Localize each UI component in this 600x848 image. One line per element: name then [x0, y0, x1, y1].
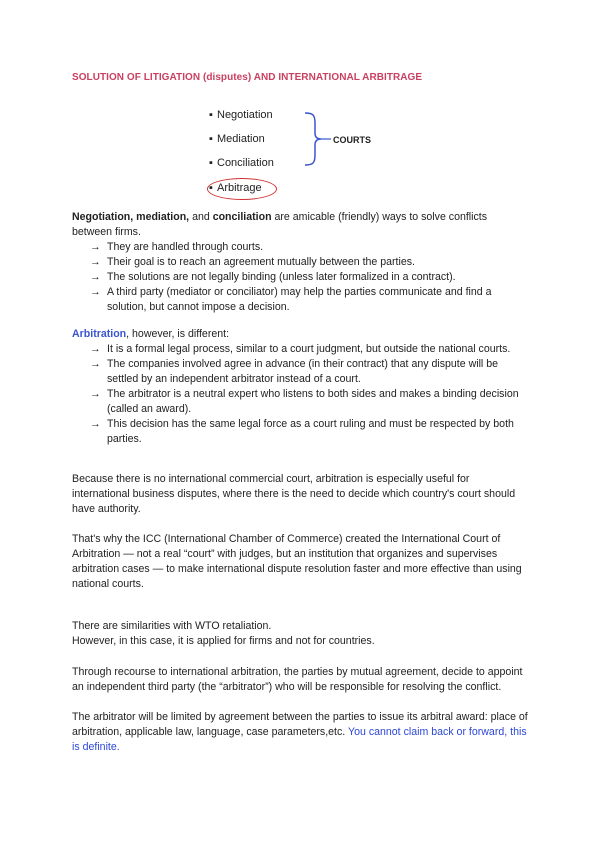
amicable-points-list: [90, 240, 530, 315]
square-bullet-icon: ▪: [209, 109, 213, 121]
wto-line-1: There are similarities with WTO retaliation.: [72, 620, 272, 632]
square-bullet-icon: ▪: [209, 182, 213, 194]
list-item-text: Their goal is to reach an agreement mutually between the parties.: [107, 256, 415, 268]
limited-text: The arbitrator will be limited by agreement between the parties to issue its arbitral award: place of arbitration, applicable law, language, case parameters,etc.: [72, 711, 528, 738]
list-item: [90, 357, 530, 387]
list-item-text: The arbitrator is a neutral expert who listens to both sides and makes a binding decision (called an award).: [107, 388, 519, 415]
list-item-text: A third party (mediator or conciliator) may help the parties communicate and find a solution, but cannot impose a decision.: [107, 286, 492, 313]
arrow-icon: →: [90, 271, 101, 283]
diagram-item-label: Arbitrage: [217, 182, 262, 194]
arrow-icon: →: [90, 286, 101, 298]
list-item: [90, 387, 530, 417]
intro-text-1: and: [189, 211, 213, 223]
arrow-icon: →: [90, 241, 101, 253]
diagram-item-negotiation: [209, 109, 273, 121]
intro-bold-2: conciliation: [212, 211, 272, 223]
curly-brace-icon: [303, 111, 333, 167]
arrow-icon: →: [90, 256, 101, 268]
intro-text-2: are amicable (friendly) ways to solve conflicts between firms.: [72, 211, 488, 238]
arbitrage-highlight-circle: [207, 178, 277, 200]
list-item: [90, 417, 530, 447]
diagram-item-label: Negotiation: [217, 109, 273, 121]
diagram-item-label: Mediation: [217, 133, 265, 145]
list-item: [90, 255, 530, 270]
arbitration-points-list: [90, 342, 530, 447]
list-item: [90, 240, 530, 255]
square-bullet-icon: ▪: [209, 157, 213, 169]
courts-label: COURTS: [333, 135, 371, 145]
dispute-methods-diagram: [205, 103, 405, 203]
list-item: [90, 270, 530, 285]
limited-paragraph: [72, 710, 528, 755]
arbitration-intro: [72, 327, 528, 342]
diagram-item-mediation: [209, 133, 265, 145]
page-title: SOLUTION OF LITIGATION (disputes) AND INTERNATIONAL ARBITRAGE: [72, 72, 423, 83]
list-item: [90, 285, 530, 315]
square-bullet-icon: ▪: [209, 133, 213, 145]
intro-bold-1: Negotiation, mediation,: [72, 211, 190, 223]
definite-note: You cannot claim back or forward, this is definite.: [72, 726, 527, 753]
wto-line-2: However, in this case, it is applied for firms and not for countries.: [72, 635, 375, 647]
arrow-icon: →: [90, 343, 101, 355]
arbitration-intro-text: , however, is different:: [126, 328, 230, 340]
diagram-item-label: Conciliation: [217, 157, 274, 169]
list-item: [90, 342, 530, 357]
no-court-paragraph: Because there is no international commercial court, arbitration is especially useful for international business disputes, where there is the need to decide which country's court should have authority.: [72, 473, 516, 515]
arrow-icon: →: [90, 358, 101, 370]
diagram-item-conciliation: [209, 157, 274, 169]
arrow-icon: →: [90, 418, 101, 430]
arrow-icon: →: [90, 388, 101, 400]
icc-paragraph: That's why the ICC (International Chamber of Commerce) created the International Court of Arbitration — not a real “court” with judges, but an institution that organizes and supervises arbitration cases — to make international dispute resolution faster and more effective than using national courts.: [72, 533, 522, 590]
list-item-text: The companies involved agree in advance (in their contract) that any dispute will be settled by an independent arbitrator instead of a court.: [107, 358, 499, 385]
list-item-text: This decision has the same legal force as a court ruling and must be respected by both parties.: [107, 418, 514, 445]
recourse-paragraph: Through recourse to international arbitration, the parties by mutual agreement, decide to appoint an independent third party (the “arbitrator”) who will be responsible for resolving the conflict.: [72, 666, 523, 693]
list-item-text: The solutions are not legally binding (unless later formalized in a contract).: [107, 271, 456, 283]
arbitration-term: Arbitration: [72, 328, 127, 340]
list-item-text: It is a formal legal process, similar to a court judgment, but outside the national courts.: [107, 343, 511, 355]
list-item-text: They are handled through courts.: [107, 241, 264, 253]
intro-paragraph: [72, 210, 528, 240]
